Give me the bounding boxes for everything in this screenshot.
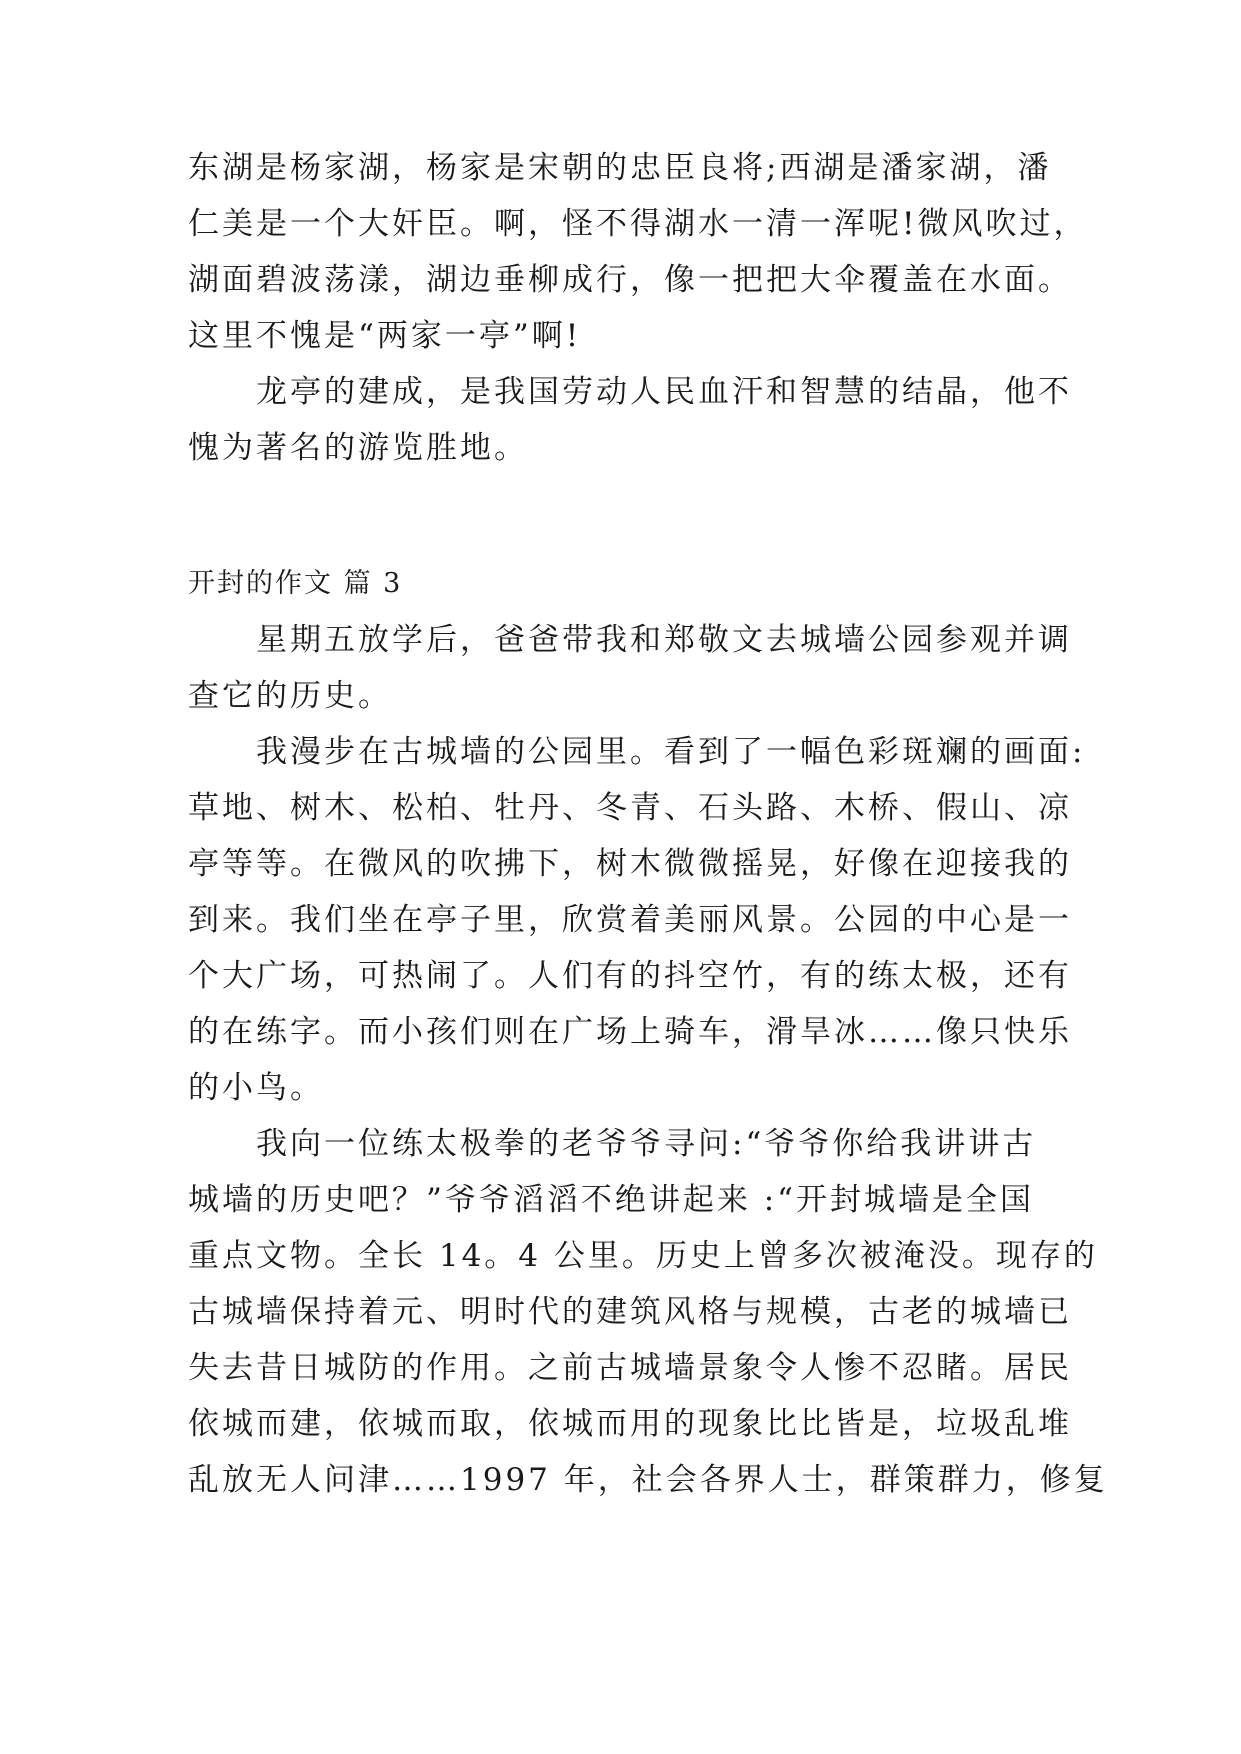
text-line: 查它的历史。 xyxy=(188,678,392,714)
text-line: 古城墙保持着元、明时代的建筑风格与规模，古老的城墙已 xyxy=(188,1294,1072,1330)
text-line: 依城而建，依城而取，依城而用的现象比比皆是，垃圾乱堆 xyxy=(188,1406,1072,1442)
section-heading: 开封的作文 篇 3 xyxy=(188,568,403,599)
text-line: 的小鸟。 xyxy=(188,1070,324,1106)
text-line: 湖面碧波荡漾，湖边垂柳成行，像一把把大伞覆盖在水面。 xyxy=(188,262,1072,298)
text-line: 到来。我们坐在亭子里，欣赏着美丽风景。公园的中心是一 xyxy=(188,902,1072,938)
text-line: 东湖是杨家湖，杨家是宋朝的忠臣良将;西湖是潘家湖，潘 xyxy=(188,150,1052,186)
text-line: 仁美是一个大奸臣。啊，怪不得湖水一清一浑呢!微风吹过， xyxy=(188,206,1088,242)
text-line: 城墙的历史吧？”爷爷滔滔不绝讲起来 :“开封城墙是全国 xyxy=(188,1182,1034,1218)
text-line: 重点文物。全长 14。4 公里。历史上曾多次被淹没。现存的 xyxy=(188,1238,1098,1274)
text-line: 星期五放学后，爸爸带我和郑敬文去城墙公园参观并调 xyxy=(188,622,1072,658)
text-line: 的在练字。而小孩们则在广场上骑车，滑旱冰……像只快乐 xyxy=(188,1014,1072,1050)
text-line: 亭等等。在微风的吹拂下，树木微微摇晃，好像在迎接我的 xyxy=(188,846,1072,882)
text-line: 龙亭的建成，是我国劳动人民血汗和智慧的结晶，他不 xyxy=(188,374,1072,410)
text-line: 乱放无人问津……1997 年，社会各界人士，群策群力，修复 xyxy=(188,1462,1108,1498)
text-line: 这里不愧是“两家一亭”啊! xyxy=(188,318,582,354)
text-line: 我漫步在古城墙的公园里。看到了一幅色彩斑斓的画面: xyxy=(188,734,1086,770)
text-line: 个大广场，可热闹了。人们有的抖空竹，有的练太极，还有 xyxy=(188,958,1072,994)
text-line: 失去昔日城防的作用。之前古城墙景象令人惨不忍睹。居民 xyxy=(188,1350,1072,1386)
text-line: 草地、树木、松柏、牡丹、冬青、石头路、木桥、假山、凉 xyxy=(188,790,1072,826)
text-line: 愧为著名的游览胜地。 xyxy=(188,430,528,466)
text-line: 我向一位练太极拳的老爷爷寻问:“爷爷你给我讲讲古 xyxy=(188,1126,1037,1162)
